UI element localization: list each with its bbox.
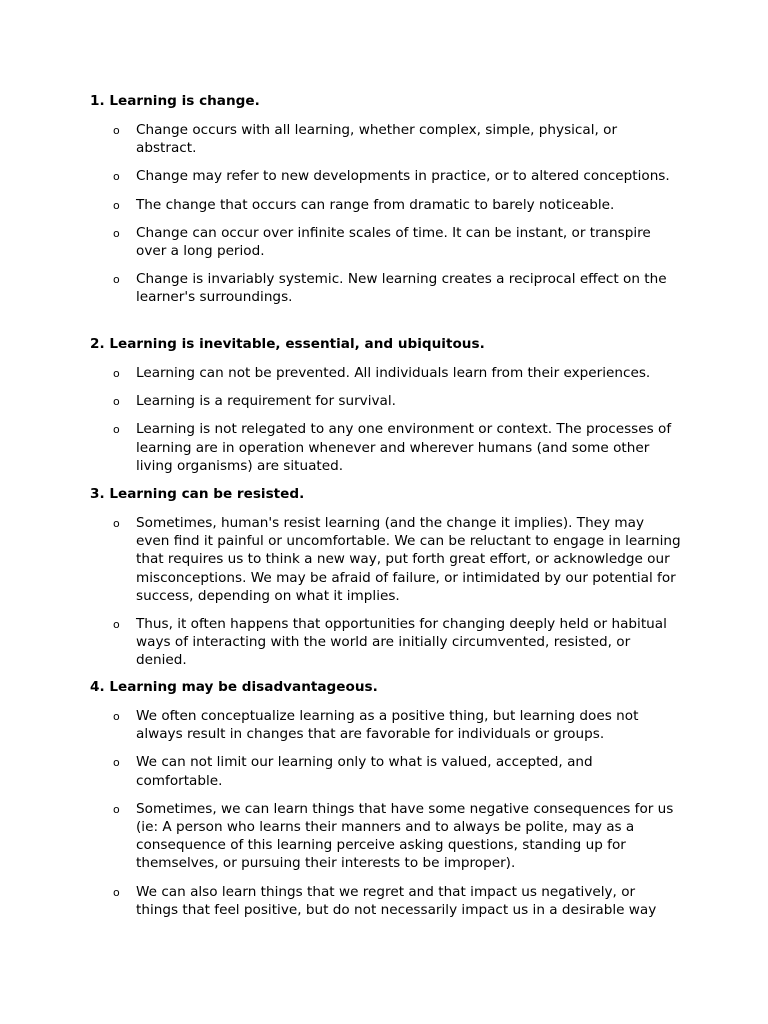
- bullet-text: Sometimes, we can learn things that have some negative consequences for us (ie: A person who learns their manners and to always be polite, may as a consequence of this learning perceive asking questions, standing up for themselves, or pursuing their interests to be improper).: [136, 800, 674, 872]
- bullet-marker: o: [113, 198, 120, 212]
- section-heading: 3. Learning can be resisted.: [90, 486, 305, 502]
- bullet-text: Sometimes, human's resist learning (and the change it implies). They may even find it painful or uncomfortable. We can be reluctant to engage in learning that requires us to think a new way, put forth great effort, or acknowledge our misconceptions. We may be afraid of failure, or intimidated by our potential for success, depending on what it implies.: [136, 515, 681, 604]
- list-item: [90, 364, 690, 382]
- list-item: [90, 224, 690, 260]
- section-heading: 1. Learning is change.: [90, 93, 260, 109]
- bullet-marker: o: [113, 367, 120, 380]
- bullet-marker: o: [113, 756, 120, 770]
- list-item: [90, 707, 690, 743]
- list-item: [90, 883, 690, 919]
- bullet-text: Change occurs with all learning, whether complex, simple, physical, or abstract.: [136, 122, 618, 157]
- bullet-text: We can also learn things that we regret and that impact us negatively, or things that feel positive, but do not necessarily impact us in a desirable way: [136, 883, 657, 918]
- bullet-text: We often conceptualize learning as a positive thing, but learning does not always result in changes that are favorable for individuals or groups.: [136, 708, 639, 743]
- section-heading: 2. Learning is inevitable, essential, and ubiquitous.: [90, 336, 485, 352]
- section-heading: 4. Learning may be disadvantageous.: [90, 679, 378, 695]
- list-item: [90, 800, 690, 873]
- section-2: [90, 335, 690, 475]
- bullet-list: [90, 364, 690, 475]
- bullet-text: Change is invariably systemic. New learning creates a reciprocal effect on the learner's surroundings.: [136, 271, 667, 306]
- bullet-text: Learning is a requirement for survival.: [136, 393, 396, 410]
- section-4: [90, 678, 690, 919]
- bullet-text: Change may refer to new developments in practice, or to altered conceptions.: [136, 168, 670, 185]
- bullet-marker: o: [113, 802, 120, 816]
- section-1: [90, 92, 690, 307]
- bullet-marker: o: [113, 517, 120, 530]
- bullet-text: We can not limit our learning only to what is valued, accepted, and comfortable.: [136, 754, 593, 789]
- bullet-marker: o: [113, 124, 120, 137]
- bullet-marker: o: [113, 226, 120, 240]
- bullet-text: The change that occurs can range from dramatic to barely noticeable.: [136, 196, 615, 213]
- list-item: [90, 121, 690, 157]
- list-item: [90, 196, 690, 214]
- bullet-list: [90, 707, 690, 919]
- bullet-text: Learning is not relegated to any one environment or context. The processes of learning are in operation whenever and wherever humans (and some other living organisms) are situated.: [136, 421, 672, 474]
- section-3: [90, 485, 690, 670]
- list-item: [90, 270, 690, 306]
- bullet-marker: o: [113, 273, 120, 287]
- list-item: [90, 167, 690, 185]
- bullet-marker: o: [113, 618, 120, 632]
- list-item: [90, 420, 690, 475]
- bullet-text: Thus, it often happens that opportunities for changing deeply held or habitual ways of interacting with the world are initially circumvented, resisted, or denied.: [136, 616, 667, 669]
- list-item: [90, 514, 690, 605]
- list-item: [90, 753, 690, 789]
- bullet-list: [90, 514, 690, 670]
- bullet-marker: o: [113, 885, 120, 899]
- list-item: [90, 392, 690, 410]
- bullet-text: Learning can not be prevented. All individuals learn from their experiences.: [136, 365, 651, 381]
- bullet-text: Change can occur over infinite scales of time. It can be instant, or transpire over a long period.: [136, 224, 651, 260]
- list-item: [90, 615, 690, 670]
- bullet-list: [90, 121, 690, 307]
- bullet-marker: o: [113, 170, 120, 184]
- bullet-marker: o: [113, 395, 120, 409]
- bullet-marker: o: [113, 423, 120, 437]
- bullet-marker: o: [113, 710, 120, 723]
